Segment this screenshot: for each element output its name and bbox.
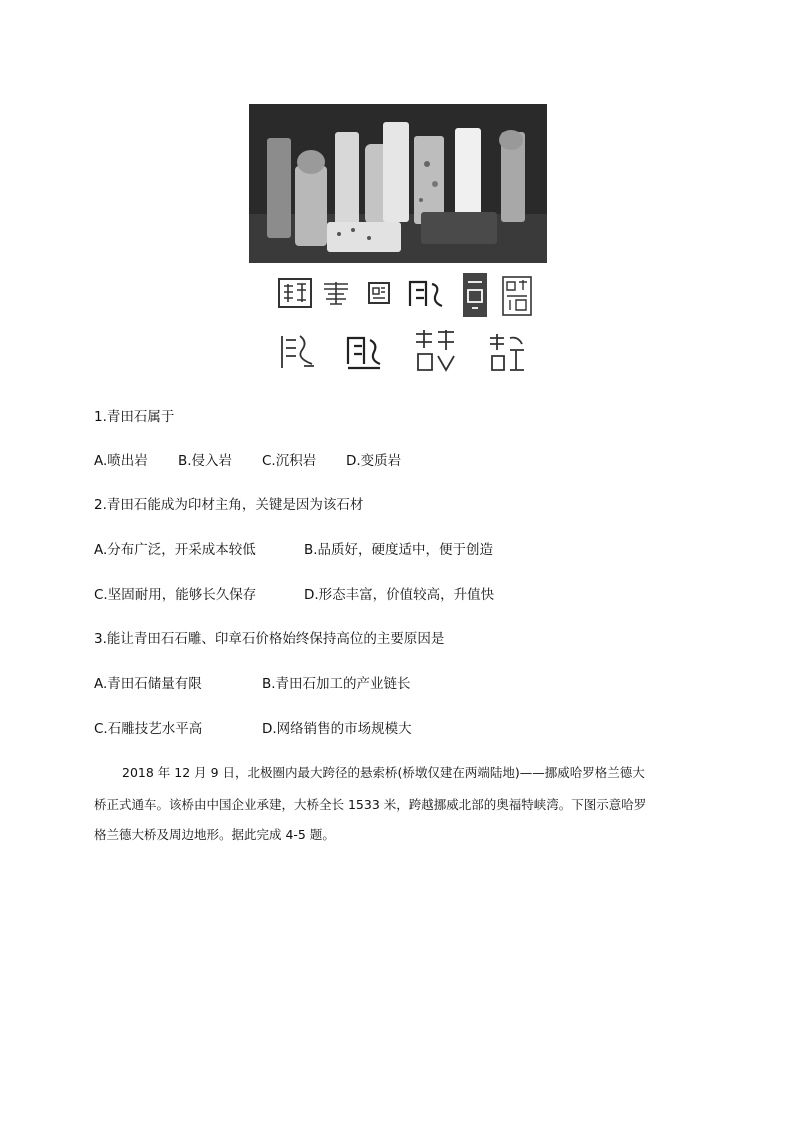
- question-1-option-b: B.侵入岩: [178, 453, 233, 469]
- question-1-stem: 1.青田石属于: [94, 409, 175, 425]
- question-3-option-b: B.青田石加工的产业链长: [262, 676, 411, 692]
- seal-impression: [502, 276, 532, 316]
- question-2-stem: 2.青田石能成为印材主角，关键是因为该石材: [94, 497, 364, 513]
- question-3-stem: 3.能让青田石石雕、印章石价格始终保持高位的主要原因是: [94, 631, 445, 647]
- seal-impression: [486, 330, 528, 374]
- seal-impression: [344, 330, 384, 372]
- passage-line-3: 格兰德大桥及周边地形。据此完成 4-5 题。: [94, 827, 335, 842]
- passage-line-1: 2018 年 12 月 9 日，北极圈内最大跨径的悬索桥(桥墩仅建在两端陆地)——挪威哈罗格兰德大: [122, 765, 645, 780]
- question-3-option-c: C.石雕技艺水平高: [94, 721, 203, 737]
- passage-line-2: 桥正式通车。该桥由中国企业承建，大桥全长 1533 米，跨越挪威北部的奥福特峡湾。下图示意哈罗: [94, 797, 647, 812]
- question-3-option-a: A.青田石储量有限: [94, 676, 202, 692]
- question-3-option-d: D.网络销售的市场规模大: [262, 721, 412, 737]
- question-2-option-b: B.品质好，硬度适中，便于创造: [304, 542, 494, 558]
- seal-impression: [320, 278, 352, 308]
- seal-stones-photo: [249, 104, 547, 263]
- question-2-option-a: A.分布广泛，开采成本较低: [94, 542, 256, 558]
- seal-impression: [462, 272, 488, 318]
- seal-impression: [278, 330, 318, 374]
- seal-impression: [406, 276, 446, 312]
- question-2-option-d: D.形态丰富，价值较高，升值快: [304, 587, 495, 603]
- seal-impression: [412, 326, 458, 374]
- question-1-option-d: D.变质岩: [346, 453, 402, 469]
- question-1-option-a: A.喷出岩: [94, 453, 148, 469]
- seal-impression: [368, 282, 390, 304]
- question-2-option-c: C.坚固耐用，能够长久保存: [94, 587, 257, 603]
- seal-impression: [278, 278, 312, 308]
- question-1-option-c: C.沉积岩: [262, 453, 317, 469]
